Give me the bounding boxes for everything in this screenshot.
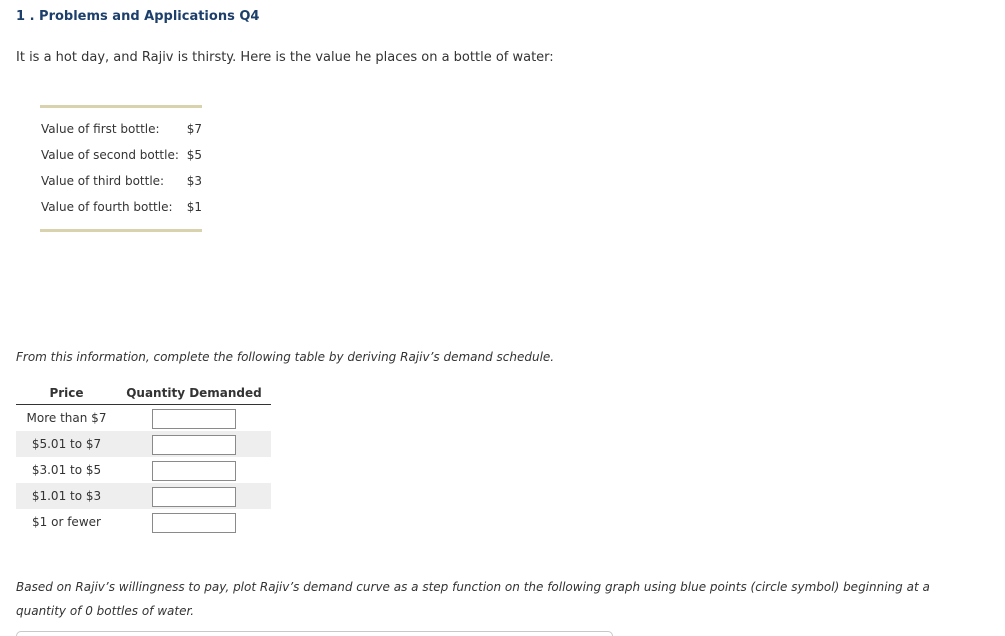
value-row — [40, 168, 202, 194]
schedule-header — [16, 383, 271, 405]
value-amount: $5 — [186, 148, 202, 162]
quantity-input[interactable] — [152, 409, 236, 429]
bottom-divider — [40, 229, 202, 232]
quantity-input[interactable] — [152, 461, 236, 481]
value-row — [40, 142, 202, 168]
price-range: $5.01 to $7 — [31, 437, 102, 451]
value-label: Value of first bottle: — [41, 122, 160, 136]
value-amount: $7 — [186, 122, 202, 136]
graph-frame[interactable] — [16, 631, 613, 636]
bottle-values-table — [40, 116, 202, 220]
schedule-instruction: From this information, complete the following table by deriving Rajiv’s demand schedule. — [16, 350, 555, 364]
price-range: $1.01 to $3 — [31, 489, 102, 503]
value-label: Value of third bottle: — [41, 174, 165, 188]
schedule-row — [16, 483, 271, 509]
value-amount: $3 — [186, 174, 202, 188]
schedule-row — [16, 509, 271, 535]
graph-instruction: Based on Rajiv’s willingness to pay, plot Rajiv’s demand curve as a step function on the following graph using blue points (circle symbol) beginning at a quantity of 0 bottles of water. — [16, 580, 930, 618]
quantity-input[interactable] — [152, 513, 236, 533]
schedule-row — [16, 457, 271, 483]
price-range: $1 or fewer — [32, 515, 101, 529]
top-divider — [40, 105, 202, 108]
value-label: Value of second bottle: — [41, 148, 179, 162]
schedule-row — [16, 431, 271, 457]
schedule-row — [16, 405, 271, 431]
price-range: More than $7 — [26, 411, 107, 425]
price-column-header: Price — [49, 386, 84, 400]
price-range: $3.01 to $5 — [31, 463, 102, 477]
demand-schedule-table — [16, 383, 271, 535]
quantity-input[interactable] — [152, 487, 236, 507]
value-row — [40, 194, 202, 220]
quantity-input[interactable] — [152, 435, 236, 455]
question-title: 1 . Problems and Applications Q4 — [16, 9, 260, 24]
quantity-column-header: Quantity Demanded — [126, 386, 262, 400]
value-row — [40, 116, 202, 142]
question-intro: It is a hot day, and Rajiv is thirsty. Here is the value he places on a bottle of water: — [16, 50, 554, 65]
bottle-values-box — [40, 105, 202, 232]
value-label: Value of fourth bottle: — [41, 200, 173, 214]
value-amount: $1 — [186, 200, 202, 214]
